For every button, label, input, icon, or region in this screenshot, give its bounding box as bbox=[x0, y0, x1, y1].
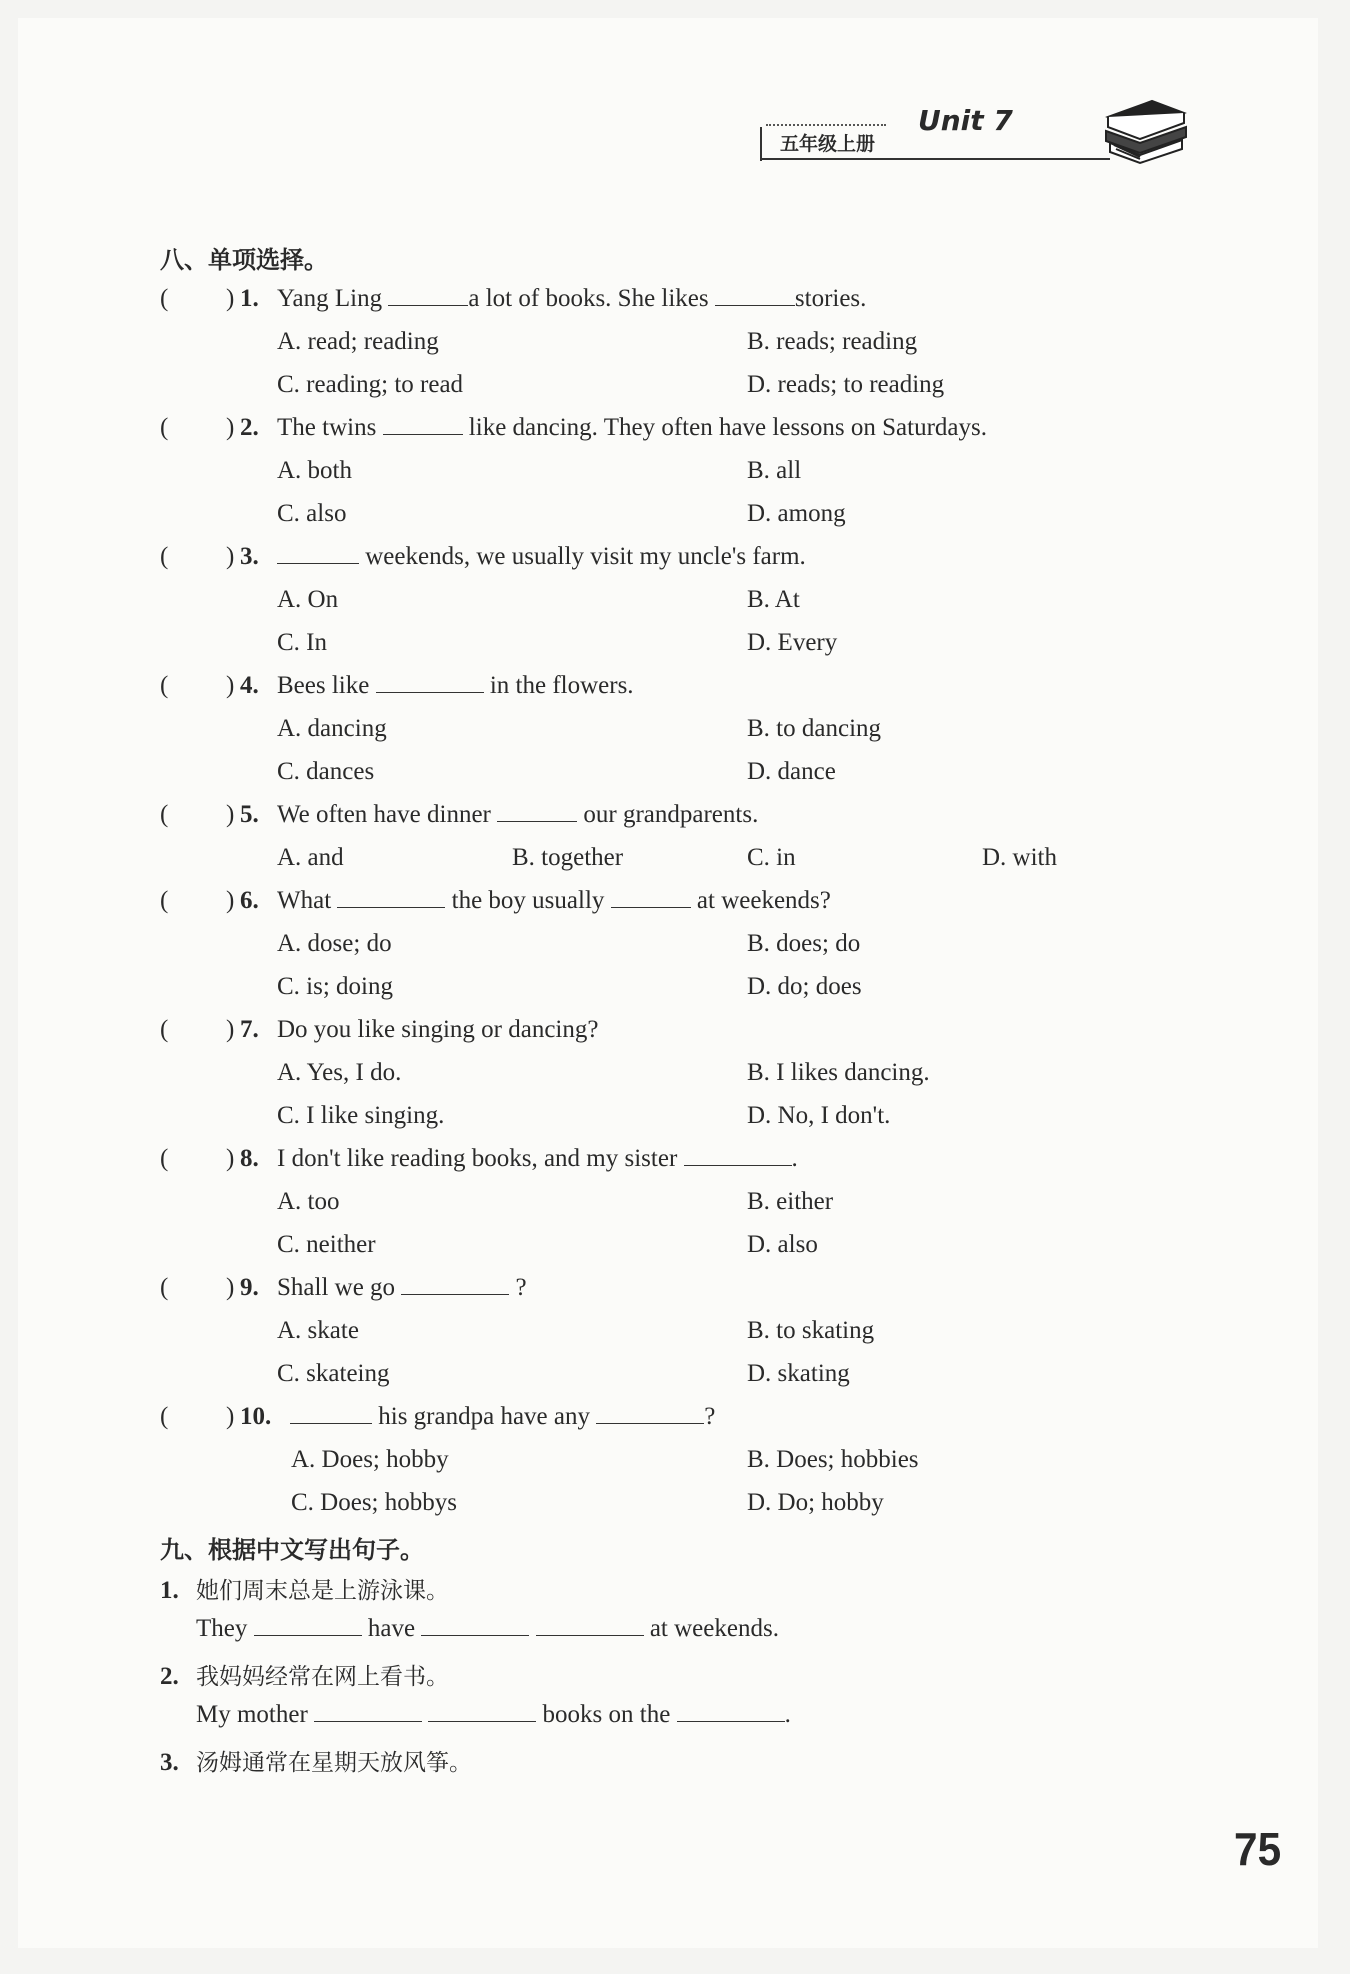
answer-blank bbox=[376, 672, 484, 693]
answer-blank bbox=[421, 1615, 529, 1636]
answer-blank bbox=[290, 1403, 372, 1424]
translation-answer-1: They have at weekends. bbox=[196, 1615, 779, 1642]
option-a: A. too bbox=[277, 1188, 340, 1215]
answer-paren-open: ( bbox=[160, 285, 169, 312]
option-d: D. No, I don't. bbox=[747, 1102, 891, 1129]
answer-paren-open: ( bbox=[160, 1274, 169, 1301]
option-c: C. I like singing. bbox=[277, 1102, 445, 1129]
question-stem: Bees like in the flowers. bbox=[277, 672, 634, 699]
option-b: B. together bbox=[512, 844, 624, 871]
answer-blank bbox=[388, 285, 468, 306]
option-d: D. Do; hobby bbox=[747, 1489, 884, 1516]
item-number: 1. bbox=[160, 1577, 179, 1604]
answer-paren-open: ( bbox=[160, 672, 169, 699]
item-number: 3. bbox=[160, 1749, 179, 1776]
header-grade: 五年级上册 bbox=[760, 127, 875, 161]
translation-item-3 bbox=[160, 1744, 472, 1777]
option-a: A. skate bbox=[277, 1317, 359, 1344]
answer-paren-close: ) bbox=[226, 543, 235, 570]
answer-paren-open: ( bbox=[160, 1403, 169, 1430]
answer-paren-open: ( bbox=[160, 801, 169, 828]
answer-blank bbox=[337, 887, 445, 908]
translation-answer-2: My mother books on the . bbox=[196, 1701, 791, 1728]
section-8-title: 八、单项选择。 bbox=[160, 246, 328, 274]
question-stem: Shall we go ? bbox=[277, 1274, 527, 1301]
question-number: 4. bbox=[240, 672, 259, 699]
question-stem: his grandpa have any ? bbox=[290, 1403, 715, 1431]
translation-item-1 bbox=[160, 1572, 449, 1605]
option-b: B. I likes dancing. bbox=[747, 1059, 930, 1086]
option-b: B. Does; hobbies bbox=[747, 1446, 919, 1473]
answer-paren-close: ) bbox=[226, 801, 235, 828]
option-c: C. is; doing bbox=[277, 973, 393, 1000]
option-b: B. does; do bbox=[747, 930, 861, 957]
answer-paren-close: ) bbox=[226, 1403, 235, 1430]
answer-blank bbox=[715, 285, 795, 306]
option-c: C. dances bbox=[277, 758, 375, 785]
option-d: D. with bbox=[982, 844, 1057, 871]
option-b: B. either bbox=[747, 1188, 834, 1215]
answer-paren-open: ( bbox=[160, 1145, 169, 1172]
question-number: 7. bbox=[240, 1016, 259, 1043]
question-number: 8. bbox=[240, 1145, 259, 1172]
option-c: C. reading; to read bbox=[277, 371, 464, 398]
section-9-title: 九、根据中文写出句子。 bbox=[160, 1536, 424, 1564]
option-d: D. Every bbox=[747, 629, 838, 656]
question-stem: weekends, we usually visit my uncle's farm. bbox=[277, 543, 806, 571]
question-stem: Do you like singing or dancing? bbox=[277, 1016, 599, 1043]
question-number: 3. bbox=[240, 543, 259, 570]
question-number: 2. bbox=[240, 414, 259, 441]
answer-paren-open: ( bbox=[160, 414, 169, 441]
answer-blank bbox=[677, 1701, 785, 1722]
question-stem: What the boy usually at weekends? bbox=[277, 887, 831, 914]
answer-paren-open: ( bbox=[160, 1016, 169, 1043]
option-a: A. both bbox=[277, 457, 352, 484]
answer-blank bbox=[596, 1403, 704, 1424]
option-c: C. Does; hobbys bbox=[291, 1489, 457, 1516]
question-stem: We often have dinner our grandparents. bbox=[277, 801, 759, 828]
option-b: B. reads; reading bbox=[747, 328, 918, 355]
answer-paren-close: ) bbox=[226, 1274, 235, 1301]
answer-paren-open: ( bbox=[160, 543, 169, 570]
option-b: B. to skating bbox=[747, 1317, 875, 1344]
answer-paren-close: ) bbox=[226, 1016, 235, 1043]
answer-blank bbox=[254, 1615, 362, 1636]
question-stem: Yang Ling a lot of books. She likes stories. bbox=[277, 285, 867, 312]
item-number: 2. bbox=[160, 1663, 179, 1690]
answer-paren-close: ) bbox=[226, 1145, 235, 1172]
option-c: C. also bbox=[277, 500, 347, 527]
question-number: 9. bbox=[240, 1274, 259, 1301]
answer-paren-close: ) bbox=[226, 414, 235, 441]
option-a: A. dancing bbox=[277, 715, 387, 742]
question-stem: The twins like dancing. They often have lessons on Saturdays. bbox=[277, 414, 987, 441]
option-d: D. dance bbox=[747, 758, 836, 785]
chinese-prompt: 汤姆通常在星期天放风筝。 bbox=[196, 1750, 472, 1776]
answer-paren-close: ) bbox=[226, 672, 235, 699]
option-d: D. among bbox=[747, 500, 846, 527]
answer-blank bbox=[383, 414, 463, 435]
header-rule bbox=[760, 158, 1110, 160]
answer-blank bbox=[497, 801, 577, 822]
answer-blank bbox=[536, 1615, 644, 1636]
answer-blank bbox=[314, 1701, 422, 1722]
translation-item-2 bbox=[160, 1658, 449, 1691]
question-number: 5. bbox=[240, 801, 259, 828]
header-unit: Unit 7 bbox=[918, 104, 1013, 137]
answer-paren-close: ) bbox=[226, 887, 235, 914]
option-d: D. also bbox=[747, 1231, 818, 1258]
option-a: A. read; reading bbox=[277, 328, 439, 355]
option-c: C. In bbox=[277, 629, 327, 656]
question-number: 1. bbox=[240, 285, 259, 312]
option-a: A. On bbox=[277, 586, 339, 613]
option-b: B. At bbox=[747, 586, 800, 613]
option-c: C. neither bbox=[277, 1231, 376, 1258]
option-b: B. to dancing bbox=[747, 715, 882, 742]
option-a: A. and bbox=[277, 844, 344, 871]
option-b: B. all bbox=[747, 457, 802, 484]
option-a: A. dose; do bbox=[277, 930, 392, 957]
question-number: 6. bbox=[240, 887, 259, 914]
answer-blank bbox=[277, 543, 359, 564]
chinese-prompt: 她们周末总是上游泳课。 bbox=[196, 1578, 449, 1604]
chinese-prompt: 我妈妈经常在网上看书。 bbox=[196, 1664, 449, 1690]
option-c: C. in bbox=[747, 844, 796, 871]
question-stem: I don't like reading books, and my sister . bbox=[277, 1145, 798, 1172]
option-d: D. skating bbox=[747, 1360, 850, 1387]
header-dotted-rule bbox=[766, 124, 886, 126]
option-d: D. reads; to reading bbox=[747, 371, 945, 398]
answer-paren-open: ( bbox=[160, 887, 169, 914]
option-d: D. do; does bbox=[747, 973, 862, 1000]
question-number: 10. bbox=[240, 1403, 272, 1430]
answer-blank bbox=[611, 887, 691, 908]
answer-blank bbox=[401, 1274, 509, 1295]
answer-blank bbox=[428, 1701, 536, 1722]
option-a: A. Yes, I do. bbox=[277, 1059, 402, 1086]
option-a: A. Does; hobby bbox=[291, 1446, 449, 1473]
answer-blank bbox=[684, 1145, 792, 1166]
answer-paren-close: ) bbox=[226, 285, 235, 312]
option-c: C. skateing bbox=[277, 1360, 390, 1387]
books-icon bbox=[1100, 95, 1190, 165]
page-number: 75 bbox=[1234, 1823, 1282, 1875]
